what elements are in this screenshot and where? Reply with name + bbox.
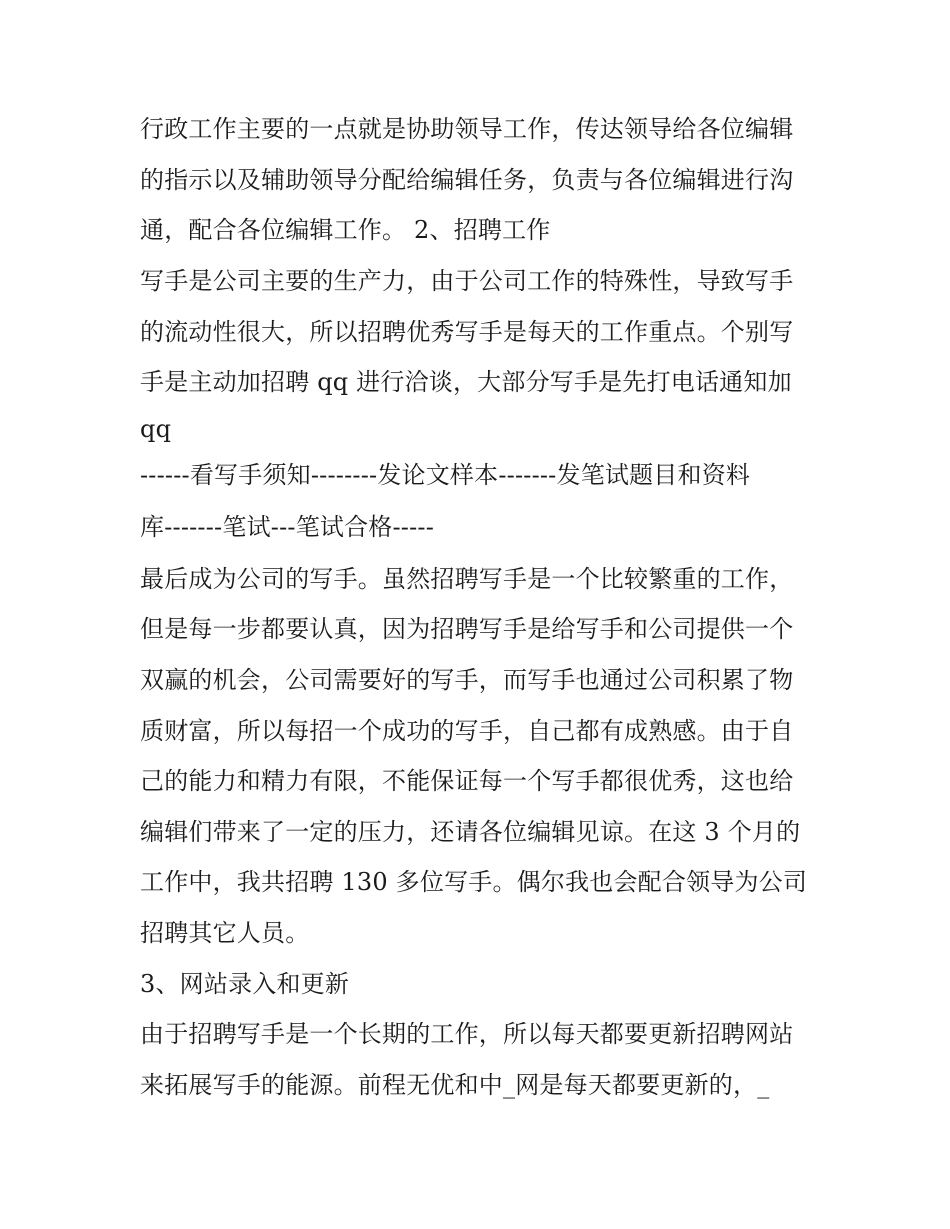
- text-line: 的流动性很大，所以招聘优秀写手是每天的工作重点。个别写: [140, 318, 794, 346]
- text-line: 写手是公司主要的生产力，由于公司工作的特殊性，导致写手: [140, 267, 794, 295]
- text-line: 库-------笔试---笔试合格-----: [140, 513, 435, 541]
- text-line: 手是主动加招聘 qq 进行洽谈，大部分写手是先打电话通知加: [140, 368, 792, 396]
- text-line: ------看写手须知--------发论文样本-------发笔试题目和资料: [140, 461, 751, 489]
- text-line: 行政工作主要的一点就是协助领导工作，传达领导给各位编辑: [140, 115, 794, 143]
- text-line: 招聘其它人员。: [140, 919, 310, 947]
- text-line: 的指示以及辅助领导分配给编辑任务，负责与各位编辑进行沟: [140, 166, 794, 194]
- text-line: 双赢的机会，公司需要好的写手，而写手也通过公司积累了物: [140, 666, 794, 694]
- text-line: 己的能力和精力有限，不能保证每一个写手都很优秀，这也给: [140, 767, 794, 795]
- text-line: 工作中，我共招聘 130 多位写手。偶尔我也会配合领导为公司: [140, 868, 808, 896]
- text-line: 来拓展写手的能源。前程无优和中_网是每天都要更新的，_: [140, 1071, 770, 1099]
- section-heading: 3、网站录入和更新: [140, 970, 350, 998]
- text-line: 最后成为公司的写手。虽然招聘写手是一个比较繁重的工作，: [140, 565, 794, 593]
- text-line: 质财富，所以每招一个成功的写手，自己都有成熟感。由于自: [140, 717, 794, 745]
- text-line: 但是每一步都要认真，因为招聘写手是给写手和公司提供一个: [140, 615, 794, 643]
- text-line: 由于招聘写手是一个长期的工作，所以每天都要更新招聘网站: [140, 1020, 794, 1048]
- text-line: qq: [140, 415, 172, 443]
- text-line: 通，配合各位编辑工作。 2、招聘工作: [140, 216, 551, 244]
- text-line: 编辑们带来了一定的压力，还请各位编辑见谅。在这 3 个月的: [140, 818, 801, 846]
